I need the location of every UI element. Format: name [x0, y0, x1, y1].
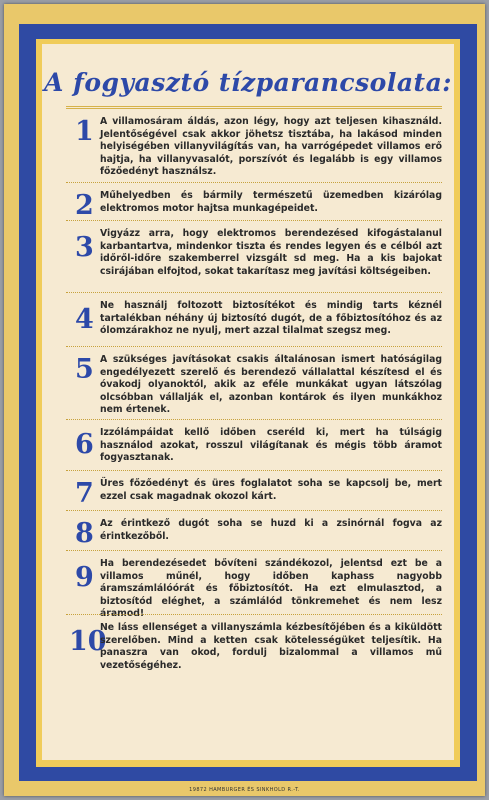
- divider: [66, 220, 442, 221]
- commandment-text: Ne láss ellenséget a villanyszámla kézbesítőjében és a kiküldött szerelőben. Mind a ketten csak kötelességüket teljesítik. Ha panaszra van okod, fordulj bizalommal a villamos mű vezetőségéhez.: [100, 622, 442, 671]
- commandment-text: Izzólámpáidat kellő időben cseréld ki, mert ha túlságig használod azokat, rosszul világítanak és mégis több áramot fogyasztanak.: [100, 427, 442, 464]
- commandment-text: Ne használj foltozott biztosítékot és mindig tarts kéznél tartalékban néhány új biztosító dugót, de a főbiztosítóhoz és az ólomzárakhoz ne nyulj, mert azzal tilalmat szegsz meg.: [100, 300, 442, 337]
- commandment-number: 2: [75, 190, 94, 221]
- commandment-text: A villamosáram áldás, azon légy, hogy azt teljesen kihasználd. Jelentőségével csak akkor jöhetsz tisztába, ha lakásod minden helyiségében villanyvilágítás van, ha varrógépedet villamos erő hajtja, ha villanyvasalót, porszívót és legalább is egy villamos főzőedényt használsz.: [100, 116, 442, 178]
- commandment-number: 1: [75, 116, 94, 147]
- poster-paper: [4, 4, 485, 796]
- commandment-text: Üres főzőedényt és üres foglalatot soha se kapcsolj be, mert ezzel csak magadnak okozol kárt.: [100, 478, 442, 502]
- commandment-number: 3: [75, 232, 94, 263]
- commandment-number: 6: [75, 429, 94, 460]
- printer-imprint: 19872 HAMBURGER ÉS SINKHOLD R.-T.: [189, 787, 300, 793]
- divider: [66, 470, 442, 471]
- commandment-number: 7: [75, 478, 94, 509]
- divider: [66, 346, 442, 347]
- commandment-text: Ha berendezésedet bővíteni szándékozol, jelentsd ezt be a villamos műnél, hogy időben kaphass nagyobb áramszámlálóórát és főbiztosítót. Ha ezt elmulasztod, a biztosítód eléghet, a számlálód tönkremehet és nem lesz áramod!: [100, 558, 442, 620]
- divider: [66, 614, 442, 615]
- divider: [66, 419, 442, 420]
- commandment-number: 4: [75, 304, 94, 335]
- commandment-number: 8: [75, 518, 94, 549]
- commandment-text: Vigyázz arra, hogy elektromos berendezésed kifogástalanul karbantartva, mindenkor tiszta és rendes legyen és e célból azt időről-időre szakemberrel vizsgált sd meg. Ha a kis bajokat csirájában elfojtod, sokat takarítasz meg javítási költségeiben.: [100, 228, 442, 277]
- commandment-number: 9: [75, 562, 94, 593]
- poster-title: A fogyasztó tízparancsolata:: [43, 68, 453, 97]
- commandment-number: 10: [69, 626, 107, 657]
- commandment-number: 5: [75, 354, 94, 385]
- content-panel: [42, 44, 454, 760]
- commandment-text: Műhelyedben és bármily természetű üzemedben kizárólag elektromos motor hajtsa munkagépeidet.: [100, 190, 442, 214]
- commandment-text: A szükséges javításokat csakis általánosan ismert hatóságilag engedélyezett szerelő és berendező vállalattal készítesd el és óvakodj olyanoktól, akik az eféle munkákat ugyan látszólag olcsóbban vállalják el, azonban kontárok és ilyen munkákhoz nem értenek.: [100, 354, 442, 416]
- divider: [66, 550, 442, 551]
- divider: [66, 292, 442, 293]
- commandment-text: Az érintkező dugót soha se huzd ki a zsinórnál fogva az érintkezőből.: [100, 518, 442, 542]
- title-underline: [66, 106, 442, 109]
- divider: [66, 510, 442, 511]
- divider: [66, 182, 442, 183]
